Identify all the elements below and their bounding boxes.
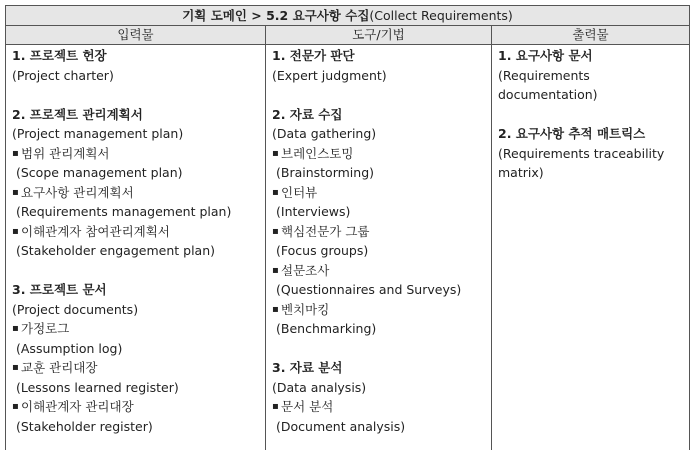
section-title: 1. 요구사항 문서 [498,48,593,63]
header-outputs: 출력물 [572,27,609,42]
bullet-icon: ▪ [272,264,279,276]
outputs-column [492,45,689,450]
header-tools: 도구/기법 [266,26,492,44]
bullet-icon: ▪ [12,401,19,412]
bullet-icon: ▪ [272,303,279,315]
section-en: (Requirements [498,67,590,83]
section-en: (Expert judgment) [272,67,387,83]
section-title: 1. 전문가 판단 [272,48,355,63]
table-body [6,45,689,450]
section-title: 2. 자료 수집 [272,106,343,122]
list-item-en: (Requirements management plan) [16,204,232,219]
section-en: (Project management plan) [12,126,184,141]
list-item-en: (Brainstorming) [276,165,375,180]
title-bold: 기획 도메인 > 5.2 요구사항 수집 [182,8,370,23]
section-en: (Project charter) [12,67,114,83]
list-item: ▪ 가정로그 [12,319,265,339]
section-title: 3. 프로젝트 문서 [12,282,107,297]
section-title: 2. 프로젝트 관리계획서 [12,106,143,122]
list-item: ▪ 교훈 관리대장 [12,358,265,378]
list-item: ▪ 요구사항 관리계획서 [12,183,265,203]
bullet-icon: ▪ [272,225,279,237]
section-title: 2. 요구사항 추적 매트릭스 [498,126,646,141]
section-en: (Requirements traceability [498,145,665,161]
list-item-en: (Focus groups) [276,243,369,258]
list-item-en: (Assumption log) [16,340,123,356]
collect-requirements-table [5,5,690,450]
tools-column [266,45,492,450]
bullet-icon: ▪ [12,225,19,237]
list-item: ▪ 인터뷰 [272,183,491,203]
list-item: ▪ 핵심전문가 그룹 [272,222,491,242]
title-normal: (Collect Requirements) [369,8,513,23]
bullet-icon: ▪ [12,323,19,334]
list-item-en: (Document analysis) [276,418,406,434]
bullet-icon: ▪ [272,186,279,198]
list-item: ▪ 브레인스토밍 [272,144,491,164]
list-item-en: (Interviews) [276,204,351,219]
section-en: matrix) [498,165,544,180]
list-item: ▪ 설문조사 [272,261,491,281]
bullet-icon: ▪ [272,147,279,159]
list-item-en: (Scope management plan) [16,165,183,180]
inputs-column [6,45,266,450]
bullet-icon: ▪ [12,186,19,198]
bullet-icon: ▪ [12,362,19,373]
bullet-icon: ▪ [272,401,279,412]
list-item-en: (Lessons learned register) [16,379,179,395]
header-inputs: 입력물 [6,26,266,44]
list-item-en: (Stakeholder engagement plan) [16,243,215,258]
list-item-en: (Benchmarking) [276,321,377,336]
list-item: ▪ 이해관계자 관리대장 [12,397,265,417]
list-item: ▪ 벤치마킹 [272,300,491,320]
list-item-en: (Questionnaires and Surveys) [276,282,462,297]
section-en: documentation) [498,87,598,102]
list-item: ▪ 이해관계자 참여관리계획서 [12,222,265,242]
section-title: 1. 프로젝트 헌장 [12,48,107,63]
table-title [6,6,689,26]
section-en: (Project documents) [12,301,139,317]
list-item: ▪ 범위 관리계획서 [12,144,265,164]
list-item: ▪ 문서 분석 [272,397,491,417]
header-row [6,26,689,45]
list-item-en: (Stakeholder register) [16,418,153,434]
section-en: (Data gathering) [272,126,377,141]
section-en: (Data analysis) [272,379,367,395]
section-title: 3. 자료 분석 [272,360,343,375]
bullet-icon: ▪ [12,147,19,159]
